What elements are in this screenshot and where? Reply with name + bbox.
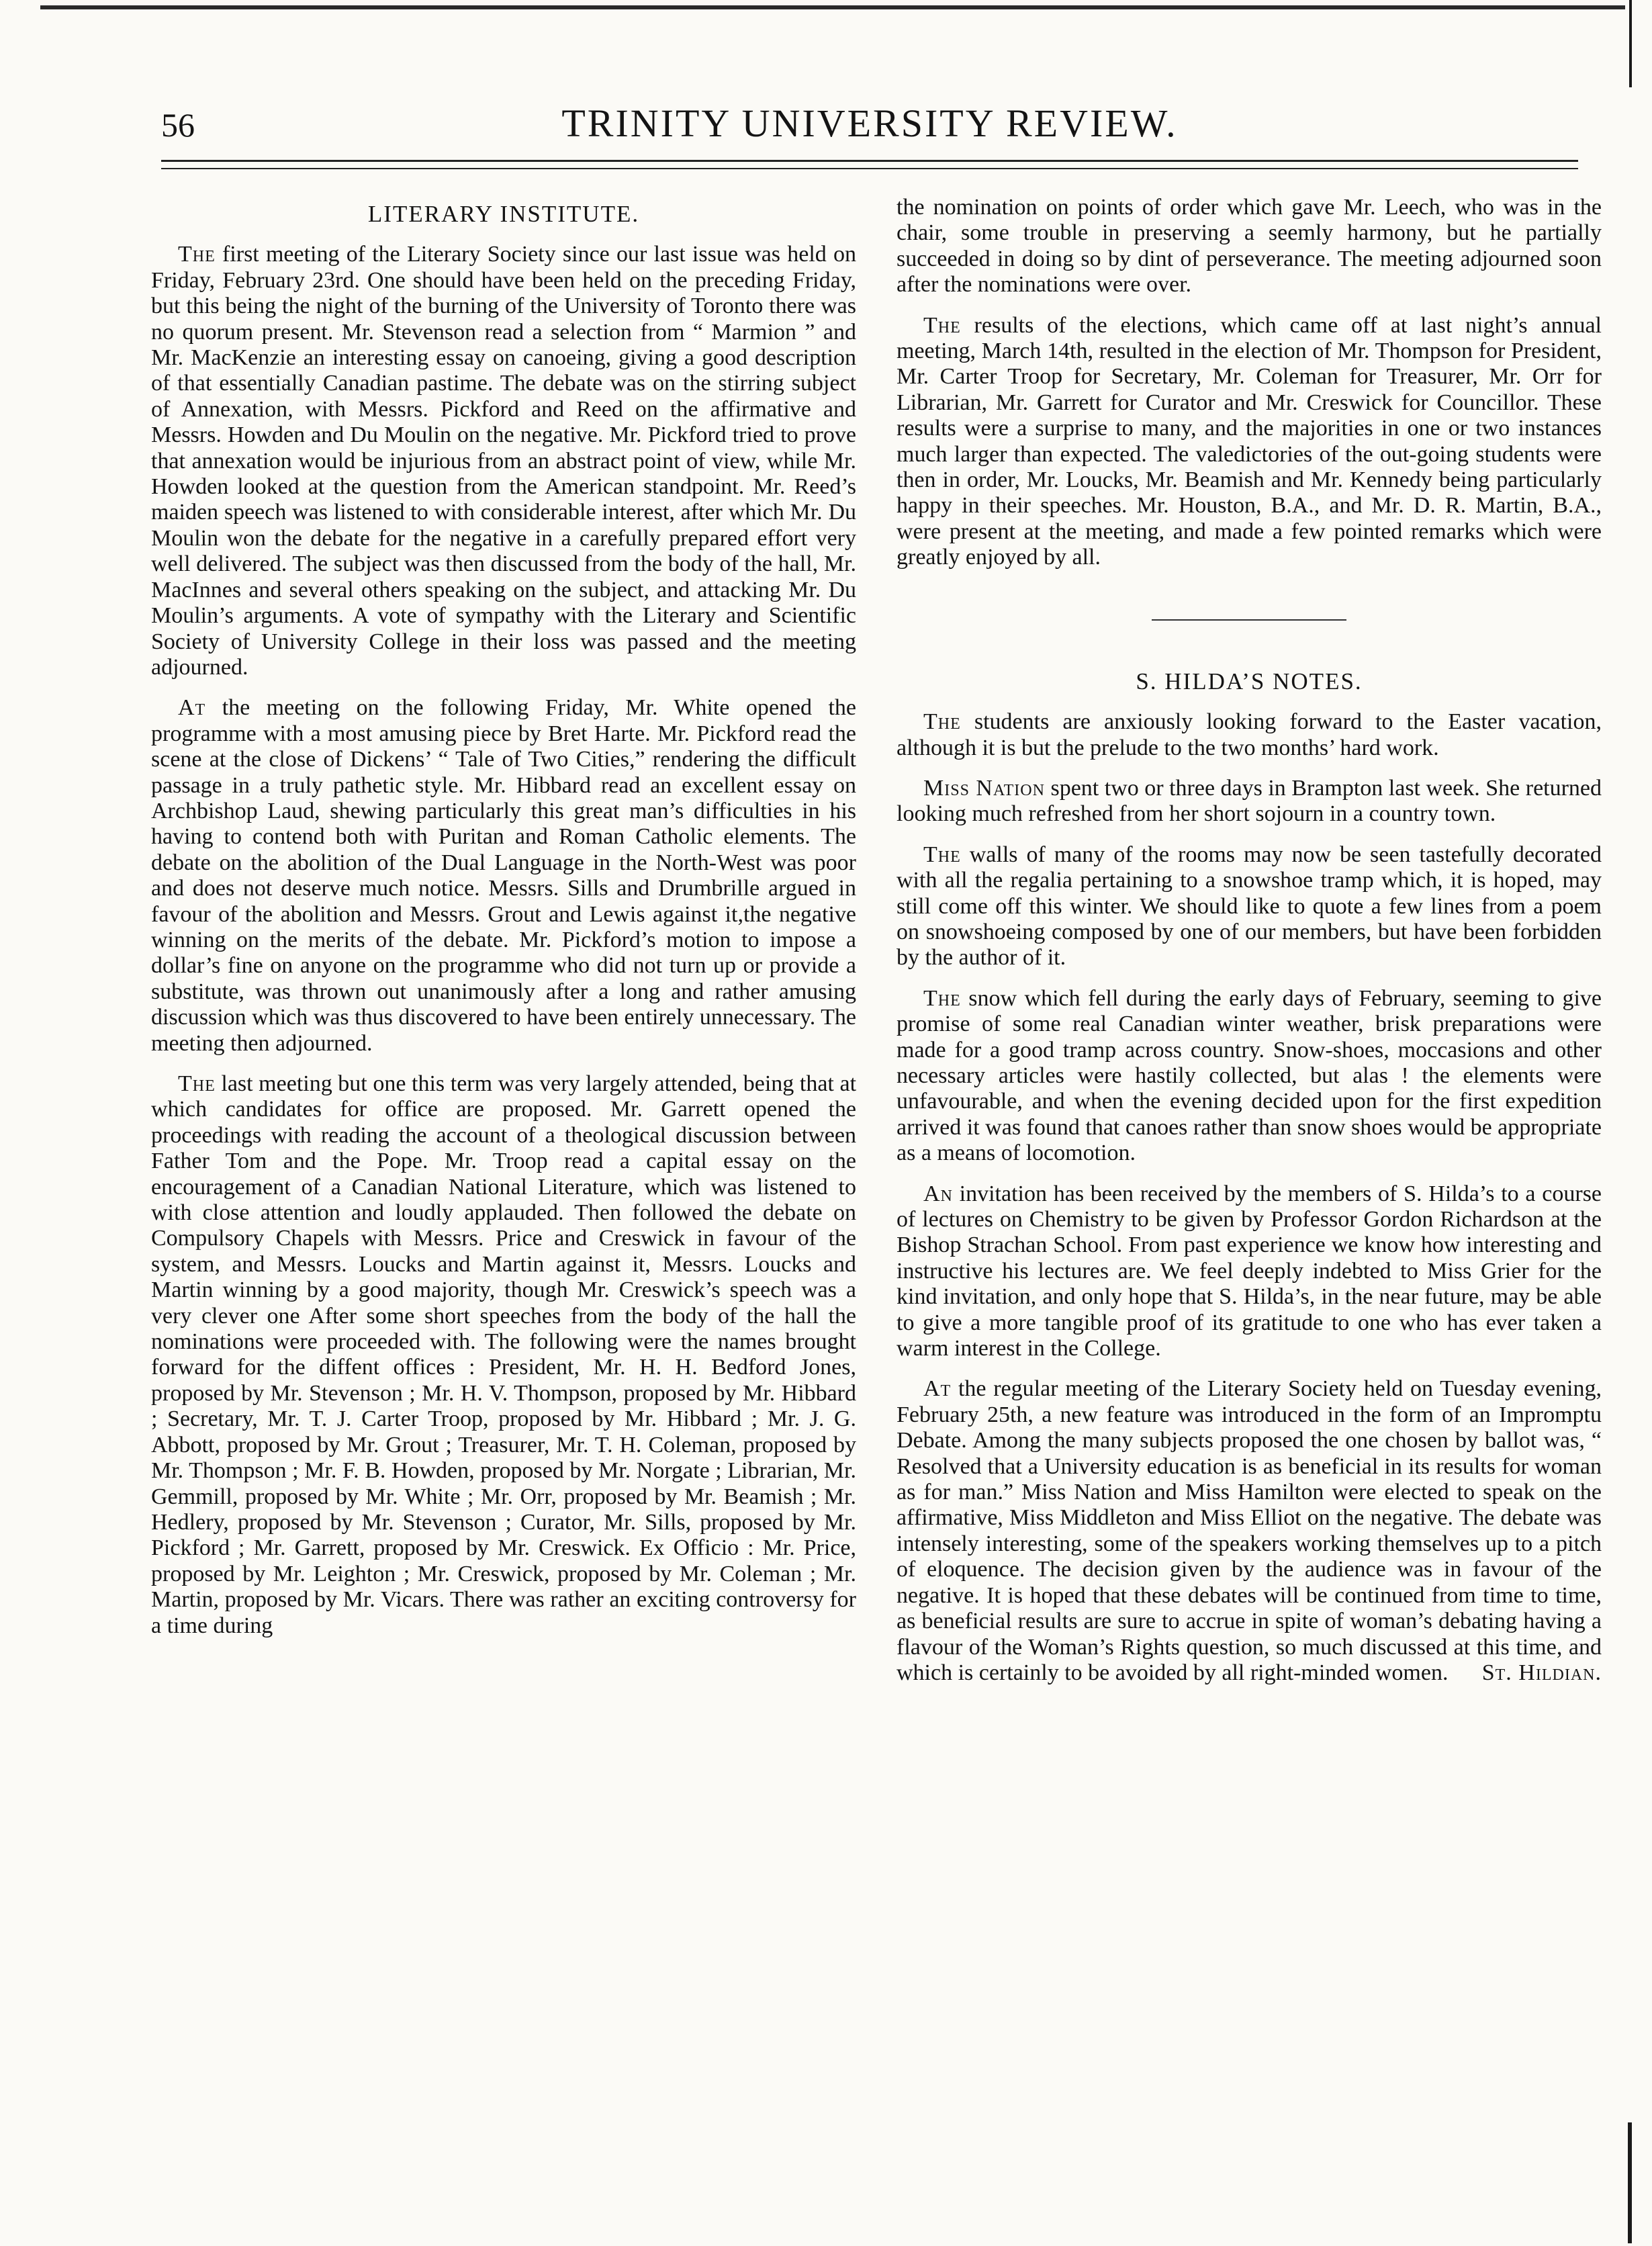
- article-paragraph: [897, 986, 1602, 1167]
- paragraph-lead: The: [923, 312, 961, 338]
- journal-title: TRINITY UNIVERSITY REVIEW.: [561, 101, 1178, 145]
- article-paragraph: [897, 1376, 1602, 1686]
- paragraph-text: last meeting but one this term was very largely attended, being that at which candidates for office are proposed. Mr. Garrett opened the proceedings with reading the account of a theological discussion between Father Tom and the Pope. Mr. Troop read a capital essay on the encouragement of a Canadian National Literature, which was listened to with close attention and loudly applauded. Then followed the debate on Compulsory Chapels with Messrs. Price and Creswick in favour of the system, and Messrs. Loucks and Martin against it, Messrs. Loucks and Martin winning by a good majority, though Mr. Creswick’s speech was a very clever one After some short speeches from the body of the hall the nominations were proceeded with. The following were the names brought forward for the diffent offices : President, Mr. H. H. Bedford Jones, proposed by Mr. Stevenson ; Mr. H. V. Thompson, proposed by Mr. Hibbard ; Secretary, Mr. T. J. Carter Troop, proposed by Mr. Hibbard ; Mr. J. G. Abbott, proposed by Mr. Grout ; Treasurer, Mr. T. H. Coleman, proposed by Mr. Thompson ; Mr. F. B. Howden, proposed by Mr. Norgate ; Librarian, Mr. Gemmill, proposed by Mr. White ; Mr. Orr, proposed by Mr. Beamish ; Mr. Hedlery, proposed by Mr. Stevenson ; Curator, Mr. Sills, proposed by Mr. Pickford ; Mr. Garrett, proposed by Mr. Creswick. Ex Officio : Mr. Price, proposed by Mr. Leighton ; Mr. Creswick, proposed by Mr. Coleman ; Mr. Martin, proposed by Mr. Vicars. There was rather an exciting controversy for a time during: [151, 1071, 857, 1638]
- article-paragraph: [151, 1071, 856, 1639]
- article-paragraph: [897, 1181, 1602, 1362]
- paragraph-text: first meeting of the Literary Society since our last issue was held on Friday, February 23rd. One should have been held on the preceding Friday, but this being the night of the burning of the University of Toronto there was no quorum present. Mr. Stevenson read a selection from “ Marmion ” and Mr. MacKenzie an interesting essay on canoeing, giving a good description of that essentially Canadian pastime. The debate was on the stirring subject of Annexation, with Messrs. Pickford and Reed on the affirmative and Messrs. Howden and Du Moulin on the negative. Mr. Pickford tried to prove that annexation would be injurious from an abstract point of view, while Mr. Howden looked at the question from the American standpoint. Mr. Reed’s maiden speech was listened to with considerable interest, after which Mr. Du Moulin won the debate for the negative in a carefully prepared effort very well delivered. The subject was then discussed from the body of the hall, Mr. MacInnes and several others speaking on the subject, and attacking Mr. Du Moulin’s arguments. A vote of sympathy with the Literary and Scientific Society of University College in their loss was passed and the meeting adjourned.: [151, 242, 856, 680]
- paragraph-text: spent two or three days in Brampton last week. She returned looking much refreshed from her short sojourn in a country town.: [897, 775, 1602, 827]
- paragraph-lead: An: [923, 1181, 953, 1206]
- left-column: [151, 195, 856, 1654]
- section-separator: [1152, 619, 1346, 621]
- paragraph-text: walls of many of the rooms may now be seen tastefully decorated with all the regalia pertaining to a snowshoe tramp which, it is hoped, may still come off this winter. We should like to quote a few lines from a poem on snowshoeing composed by one of our members, but have been forbidden by the author of it.: [897, 842, 1602, 971]
- paragraph-text: invitation has been received by the members of S. Hilda’s to a course of lectures on Chemistry to be given by Professor Gordon Richardson at the Bishop Strachan School. From past experience we know how interesting and instructive his lectures are. We feel deeply indebted to Miss Grier for the kind invitation, and only hope that S. Hilda’s, in the near future, may be able to give a more tangible proof of its gratitude to one who has ever taken a warm interest in the College.: [897, 1181, 1602, 1361]
- edge-scan-mark: [1629, 0, 1632, 87]
- paragraph-text: students are anxiously looking forward to the Easter vacation, although it is but the prelude to the two months’ hard work.: [897, 709, 1602, 760]
- article-paragraph: [151, 242, 856, 680]
- article-paragraph: [151, 695, 856, 1057]
- right-column: [897, 195, 1602, 1701]
- top-border-rule: [40, 5, 1625, 9]
- paragraph-text: the regular meeting of the Literary Society held on Tuesday evening, February 25th, a new feature was introduced in the form of an Impromptu Debate. Among the many subjects proposed the one chosen by ballot was, “ Resolved that a University education is as beneficial in its results for woman as for man.” Miss Nation and Miss Hamilton were elected to speak on the affirmative, Miss Middleton and Miss Elliot on the negative. The debate was intensely interesting, some of the speakers working themselves up to a pitch of eloquence. The decision given by the audience was in favour of the negative. It is hoped that these debates will be continued from time to time, as beneficial results are sure to accrue in spite of woman’s debating having a flavour of the Woman’s Rights question, so much discussed at this time, and which is certainly to be avoided by all right-minded women.: [897, 1376, 1602, 1685]
- paragraph-lead: The: [923, 985, 961, 1011]
- paragraph-lead: The: [178, 1071, 216, 1096]
- article-paragraph: [897, 776, 1602, 827]
- article-paragraph: [897, 842, 1602, 971]
- paragraph-text: the meeting on the following Friday, Mr. White opened the programme with a most amusing piece by Bret Harte. Mr. Pickford read the scene at the close of Dickens’ “ Tale of Two Cities,” rendering the difficult passage in a truly pathetic style. Mr. Hibbard read an excellent essay on Archbishop Laud, shewing particularly this great man’s difficulties in his having to contend both with Puritan and Roman Catholic elements. The debate on the abolition of the Dual Language in the North-West was poor and does not deserve much notice. Messrs. Sills and Drumbrille argued in favour of the abolition and Messrs. Grout and Lewis against it,the negative winning on the merits of the debate. Mr. Pickford’s motion to impose a dollar’s fine on anyone on the programme who did not turn up or provide a substitute, was thrown out unanimously after a long and rather amusing discussion which was thus discovered to have been entirely unnecessary. The meeting then adjourned.: [151, 695, 857, 1056]
- paragraph-lead: The: [178, 242, 216, 267]
- article-paragraph: [897, 313, 1602, 571]
- paragraph-lead: At: [923, 1376, 952, 1402]
- page-number: 56: [161, 106, 195, 144]
- section-title-literary-institute: LITERARY INSTITUTE.: [367, 201, 640, 227]
- edge-scan-mark: [1628, 2122, 1632, 2243]
- section-title-s-hildas-notes: S. HILDA’S NOTES.: [1136, 668, 1363, 694]
- paragraph-lead: The: [923, 709, 961, 735]
- paragraph-text: results of the elections, which came off at last night’s annual meeting, March 14th, resulted in the election of Mr. Thompson for President, Mr. Carter Troop for Secretary, Mr. Coleman for Treasurer, Mr. Orr for Librarian, Mr. Garrett for Curator and Mr. Creswick for Councillor. These results were a surprise to many, and the majorities in one or two instances much larger than expected. The valedictories of the out-going students were then in order, Mr. Loucks, Mr. Beamish and Mr. Kennedy being particularly happy in their speeches. Mr. Houston, B.A., and Mr. D. R. Martin, B.A., were present at the meeting, and made a few pointed remarks which were greatly enjoyed by all.: [897, 312, 1602, 570]
- paragraph-lead: Miss Nation: [923, 775, 1045, 801]
- page-header: [161, 101, 1578, 148]
- header-rule: [161, 160, 1578, 162]
- header-rule: [161, 168, 1578, 169]
- continued-paragraph: the nomination on points of order which gave Mr. Leech, who was in the chair, some trouble in preserving a seemly harmony, but he partially succeeded in doing so by dint of perseverance. The meeting adjourned soon after the nominations were over.: [897, 195, 1602, 298]
- paragraph-lead: The: [923, 842, 961, 867]
- paragraph-lead: At: [178, 695, 206, 721]
- paragraph-text: snow which fell during the early days of February, seeming to give promise of some real Canadian winter weather, brisk preparations were made for a good tramp across country. Snow-shoes, moccasions and other necessary articles were hastily collected, but alas ! the elements were unfavourable, and when the evening decided upon for the first expedition arrived it was found that canoes rather than snow shoes would be appropriate as a means of locomotion.: [897, 985, 1602, 1166]
- signature: St. Hildian.: [1481, 1660, 1602, 1685]
- article-paragraph: [897, 709, 1602, 761]
